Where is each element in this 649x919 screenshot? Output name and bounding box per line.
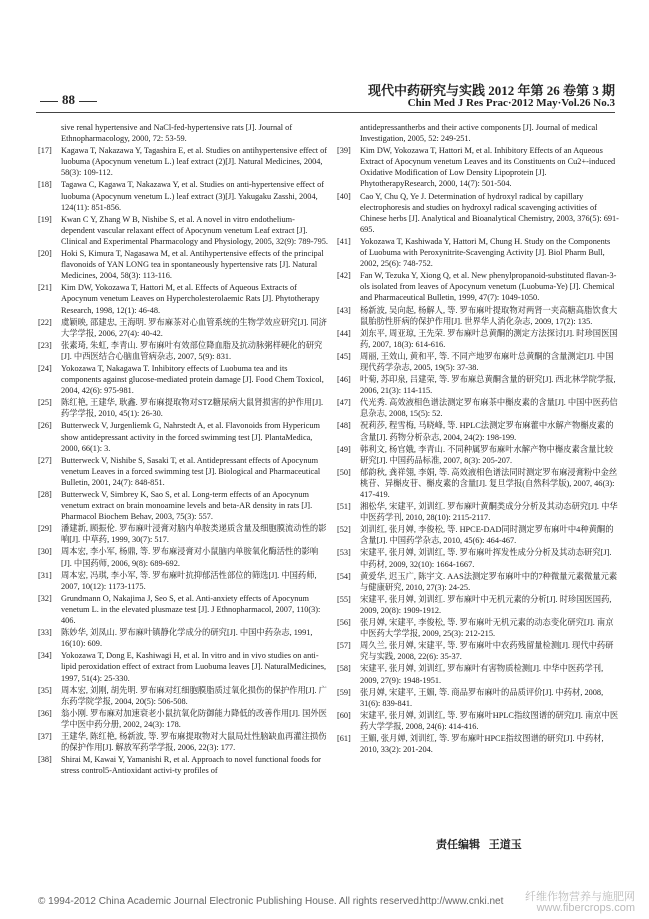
reference-item bbox=[337, 594, 619, 616]
reference-text: Grundmann O, Nakajima J, Seo S, et al. Anti-anxiety effects of Apocynum venetum L. in the elevated plusmaze test [J]. J Ethnopharmacol, 2007, 110(3): 406. bbox=[61, 593, 321, 626]
reference-text: 陈红艳, 王建华, 耿鑫. 罗布麻提取物对STZ糖尿病大鼠肾损害的护作用[J]. 药学学报, 2010, 45(1): 26-30. bbox=[61, 398, 324, 419]
reference-text: Shirai M, Kawai Y, Yamanishi R, et al. Approach to novel functional foods for stress control5-Antioxidant activi-ty profiles of bbox=[61, 755, 321, 776]
reference-number: [47] bbox=[337, 398, 351, 408]
reference-number: [27] bbox=[38, 455, 52, 465]
reference-number: [31] bbox=[38, 570, 52, 580]
journal-title-en: Chin Med J Res Prac·2012 May·Vol.26 No.3 bbox=[407, 97, 615, 109]
reference-item bbox=[337, 374, 619, 396]
reference-item bbox=[337, 640, 619, 662]
reference-number: [20] bbox=[38, 249, 52, 259]
reference-item bbox=[38, 627, 328, 649]
reference-text: 王建华, 陈红艳, 杨新波, 等. 罗布麻提取物对大鼠局灶性脑缺血再灌注损伤的保护作用[J]. 解放军药学学报, 2006, 22(3): 177. bbox=[61, 731, 327, 753]
reference-item bbox=[38, 397, 328, 419]
reference-number: [36] bbox=[38, 708, 52, 718]
reference-number: [51] bbox=[337, 502, 351, 512]
reference-number: [56] bbox=[337, 618, 351, 628]
reference-number: [33] bbox=[38, 628, 52, 638]
header-rule bbox=[36, 112, 615, 113]
reference-item bbox=[337, 270, 619, 303]
reference-number: [24] bbox=[38, 363, 52, 373]
watermark bbox=[525, 892, 635, 914]
reference-item bbox=[38, 754, 328, 776]
reference-number: [53] bbox=[337, 548, 351, 558]
reference-number: [48] bbox=[337, 421, 351, 431]
watermark-url: www.fibercrops.com bbox=[536, 902, 635, 914]
reference-number: [50] bbox=[337, 467, 351, 477]
reference-item bbox=[337, 524, 619, 546]
reference-item bbox=[38, 363, 328, 396]
reference-item bbox=[337, 733, 619, 755]
reference-number: [28] bbox=[38, 490, 52, 499]
reference-number: [58] bbox=[337, 664, 351, 674]
reference-item bbox=[38, 122, 328, 144]
reference-text: 湘松华, 宋建平, 刘训红. 罗布麻叶黄酮类成分分析及其动态研究[J]. 中华中医药学刊, 2010, 28(10): 2115-2117. bbox=[360, 502, 618, 523]
reference-item bbox=[337, 444, 619, 466]
reference-item bbox=[38, 420, 328, 453]
cnki-link[interactable]: http://www.cnki.net bbox=[420, 896, 504, 907]
reference-number: [60] bbox=[337, 710, 351, 720]
reference-text: Yokozawa T, Kashiwada Y, Hattori M, Chung H. Study on the Components of Luobuma with Peroxynitrite-Scavenging Activity [J]. Biol Pharm Bull, 2002, 25(6): 748-752. bbox=[360, 236, 611, 269]
reference-number: [34] bbox=[38, 651, 52, 661]
reference-item bbox=[38, 179, 328, 212]
reference-text: Butterweck V, Simbrey K, Sao S, et al. Long-term effects of an Apocynum venetum extract on brain monoamine levels and beta-AR density in rats [J]. Pharmacol Biochem Behav, 2003, 75(3): 557. bbox=[61, 490, 313, 522]
references-right-column bbox=[337, 122, 619, 756]
reference-number: [52] bbox=[337, 525, 351, 535]
reference-item bbox=[337, 145, 619, 189]
reference-item bbox=[38, 455, 328, 488]
reference-item bbox=[38, 731, 328, 753]
reference-item bbox=[38, 282, 328, 315]
editor-label: 责任编辑 bbox=[436, 839, 480, 851]
reference-item bbox=[38, 145, 328, 178]
reference-number: [17] bbox=[38, 146, 52, 156]
reference-item bbox=[38, 546, 328, 568]
reference-text: Yokozawa T, Nakagawa T. Inhibitory effects of Luobuma tea and its components against glucose-mediated protein damage [J]. Food Chem Toxicol, 2004, 42(6): 975-981. bbox=[61, 363, 324, 396]
reference-item bbox=[38, 248, 328, 281]
reference-number: [55] bbox=[337, 594, 351, 604]
reference-number: [25] bbox=[38, 398, 52, 408]
reference-text: Kwan C Y, Zhang W B, Nishibe S, et al. A novel in vitro endothelium-dependent vascular relaxant effect of Apocynum venetum Leaf extract [J]. Clinical and Experimental Pharmacology and Physiology, 2005, 32(9): 789-795. bbox=[61, 214, 328, 246]
reference-text: Yokozawa T, Dong E, Kashiwagi H, et al. In vitro and in vivo studies on anti-lipid peroxidation effect of extract from Luobuma leaves [J]. NaturalMedicines, 1997, 51(4): 25-330. bbox=[61, 651, 327, 683]
reference-text: Kagawa T, Nakazawa Y, Tagashira E, et al. Studies on antihypertensive effect of luobuma (Apocynum venetum L.) leaf extract (2)[J]. Natural Medicines, 2004, 58(3): 109-112. bbox=[61, 146, 328, 178]
reference-text: 张素琦, 朱虹, 李青山. 罗布麻叶有效部位降血脂及抗动脉粥样硬化的研究[J]. 中西医结合心脑血管病杂志, 2007, 5(9): 831. bbox=[61, 340, 323, 361]
reference-number: [22] bbox=[38, 317, 52, 327]
reference-text: 虞颖映, 邵建忠, 王海明. 罗布麻茶对心血管系统的生物学效应研究[J]. 同济大学学报, 2006, 27(4): 40-42. bbox=[61, 317, 327, 338]
reference-text: 周本宏, 李小军, 杨鼎, 等. 罗布麻浸膏对小鼠脑内单胺氧化酶活性的影响[J]. 中国药师, 2006, 9(8): 689-692. bbox=[61, 547, 319, 568]
reference-text: 宋建平, 张月婵, 刘训红. 罗布麻叶中无机元素的分析[J]. 时珍国医国药, 2009, 20(8): 1909-1912. bbox=[360, 594, 612, 615]
reference-text: sive renal hypertensive and NaCl-fed-hypertensive rats [J]. Journal of Ethnopharmacology, 2000, 72: 53-59. bbox=[61, 123, 293, 144]
reference-text: Fan W, Tezuka Y, Xiong Q, et al. New phenylpropanoid-substituted flavan-3-ols isolated from leaves of Apocynum venetum (Luobuma-Ye) [J]. Chemical and Pharmaceutical Bulletin, 1999, 47(7): 1049-1050. bbox=[360, 271, 617, 303]
reference-item bbox=[337, 663, 619, 685]
reference-text: 韩利文, 杨官娥, 李青山. 不同种属罗布麻叶水解产物中槲皮素含量比较研究[J]. 中国药品标准, 2007, 8(3): 205-207. bbox=[360, 444, 614, 465]
reference-text: 周久兰, 张月婵, 宋建平, 等. 罗布麻叶中农药残留量检测[J]. 现代中药研究与实践, 2008, 22(6): 35-37. bbox=[360, 641, 614, 662]
reference-text: 张月婵, 宋建平, 王媚, 等. 商品罗布麻叶的品质评价[J]. 中药材, 2008, 31(6): 839-841. bbox=[360, 687, 604, 708]
reference-text: Tagawa C, Kagawa T, Nakazawa Y, et al. Studies on anti-hypertensive effect of luobuma (Apocynum venetum L.) leaf extract (3)[J]. Yakugaku Zasshi, 2004, 124(11): 851-856. bbox=[61, 180, 324, 212]
reference-text: 潘建新, 顾振伦. 罗布麻叶浸膏对脑内单胺类递质含量及细胞膜流动性的影响[J]. 中草药, 1999, 30(7): 517. bbox=[61, 524, 327, 545]
reference-text: Kim DW, Yokozawa T, Hattori M, et al. Effects of Aqueous Extracts of Apocynum venetum Leaves on Hypercholesterolaemic Rats [J]. Phytotherapy Research, 1998, 12(1): 46-48. bbox=[61, 283, 320, 315]
reference-number: [32] bbox=[38, 593, 52, 603]
reference-item bbox=[38, 340, 328, 362]
reference-item bbox=[337, 351, 619, 373]
reference-number bbox=[337, 122, 360, 144]
reference-item bbox=[38, 570, 328, 592]
reference-text: Hoki S, Kimura T, Nagasawa M, et al. Antihypertensive effects of the principal flavonoids of YAN LONG tea in spontaneously hypertensive rats [J]. Natural Medicines, 2004, 58(3): 113-116. bbox=[61, 249, 324, 281]
reference-text: Cao Y, Chu Q, Ye J. Determination of hydroxyl radical by capillary electrophoresis and studies on hydroxyl radical scavenging activities of Chinese herbs [J]. Analytical and Bioanalytical Chemistry, 2003, 376(5): 691-695. bbox=[360, 191, 619, 234]
reference-item bbox=[337, 467, 619, 500]
reference-number bbox=[38, 122, 61, 144]
reference-text: Butterweck V, Nishibe S, Sasaki T, et al. Antidepressant effects of Apocynum venetum Leaves in a forced swimming test [J]. Biological and Pharmaceutical Bulletin, 2001, 24(7): 848-851. bbox=[61, 455, 321, 487]
reference-number: [49] bbox=[337, 444, 351, 454]
reference-item bbox=[38, 214, 328, 247]
reference-item bbox=[337, 122, 619, 144]
reference-number: [42] bbox=[337, 271, 351, 281]
reference-item bbox=[337, 571, 619, 593]
reference-text: 宋建平, 张月婵, 刘训红, 罗布麻叶有害物质检测[J]. 中华中医药学刊, 2009, 27(9): 1948-1951. bbox=[360, 664, 604, 685]
reference-item bbox=[337, 710, 619, 732]
reference-number: [38] bbox=[38, 755, 52, 765]
reference-text: 周本宏, 冯琪, 李小军, 等. 罗布麻叶抗抑郁活性部位的筛选[J]. 中国药师, 2007, 10(12): 1173-1175. bbox=[61, 570, 317, 591]
reference-item bbox=[337, 420, 619, 442]
reference-number: [41] bbox=[337, 236, 351, 246]
reference-text: 周本宏, 刘刚, 胡先明. 罗布麻对红细胞膜脂质过氧化损伤的保护作用[J]. 广东药学院学报, 2004, 20(5): 506-508. bbox=[61, 685, 327, 706]
reference-item bbox=[337, 328, 619, 350]
reference-number: [18] bbox=[38, 180, 52, 190]
journal-title-cn: 现代中药研究与实践 2012 年第 26 卷第 3 期 bbox=[367, 83, 615, 98]
reference-text: 刘训红, 张月婵, 李俊松, 等. HPCE-DAD同时测定罗布麻叶中4种黄酮的含量[J]. 中国药学杂志, 2010, 45(6): 464-467. bbox=[360, 525, 614, 546]
reference-number: [59] bbox=[337, 687, 351, 697]
reference-text: 郁韵秋, 龚祥翎, 李娟, 等. 高效液相色谱法同时测定罗布麻浸膏粉中金丝桃苷、异槲皮苷、槲皮素的含量[J]. 复旦学报(自然科学版), 2007, 46(3): 417-419. bbox=[360, 467, 618, 499]
reference-number: [37] bbox=[38, 731, 52, 741]
reference-item bbox=[337, 397, 619, 419]
reference-number: [57] bbox=[337, 641, 351, 651]
reference-item bbox=[337, 191, 619, 235]
reference-number: [39] bbox=[337, 146, 351, 156]
reference-number: [29] bbox=[38, 524, 52, 534]
reference-number: [23] bbox=[38, 340, 52, 350]
reference-item bbox=[38, 708, 328, 730]
responsible-editor bbox=[430, 836, 522, 852]
watermark-cn: 纤维作物营养与施肥网 bbox=[525, 891, 635, 903]
reference-text: 周丽, 王效山, 黄和平, 等. 不同产地罗布麻叶总黄酮的含量测定[J]. 中国现代药学杂志, 2005, 19(5): 37-38. bbox=[360, 351, 614, 372]
reference-text: 杨新波, 吴向起, 杨解人, 等. 罗布麻叶提取物对两肾一夹高糖高脂饮食大鼠胎肪性肝病的保护作用[J]. 世界华人消化杂志, 2009, 17(2): 135. bbox=[360, 305, 618, 326]
reference-item bbox=[38, 685, 328, 707]
reference-text: Butterweck V, Jurgenliemk G, Nahrstedt A, et al. Flavonoids from Hypericum show antidepressant activity in the forced swimming test [J]. PlantaMedica, 2000, 66(1): 3. bbox=[61, 421, 321, 453]
reference-text: 宋建平, 张月婵, 刘训红, 等. 罗布麻叶HPLC指纹图谱的研究[J]. 南京中医药大学学报, 2008, 24(6): 414-416. bbox=[360, 710, 619, 731]
reference-item bbox=[337, 547, 619, 569]
reference-text: 黄爱华, 迟玉广, 陈宇文. AAS法测定罗布麻叶中的7种微量元素微量元素与健康研究, 2010, 27(3): 24-25. bbox=[360, 571, 618, 592]
references-left-column bbox=[38, 122, 328, 777]
reference-item bbox=[38, 489, 328, 522]
reference-number: [40] bbox=[337, 191, 351, 201]
editor-name: 王道玉 bbox=[488, 839, 522, 851]
reference-number: [44] bbox=[337, 328, 351, 338]
reference-item bbox=[337, 617, 619, 639]
reference-item bbox=[38, 523, 328, 545]
reference-item bbox=[38, 650, 328, 683]
reference-item bbox=[337, 501, 619, 523]
reference-text: 祝莉莎, 程雪梅, 马晓峰, 等. HPLC法测定罗布麻藿中水解产物槲皮素的含量[J]. 药物分析杂志, 2004, 24(2): 198-199. bbox=[360, 421, 614, 442]
reference-number: [45] bbox=[337, 351, 351, 361]
reference-text: 陈妙华, 刘凤山. 罗布麻叶镇静化学成分的研究[J]. 中国中药杂志, 1991, 16(10): 609. bbox=[61, 628, 313, 649]
reference-text: 王媚, 张月婵, 刘训红, 等. 罗布麻叶HPCE指纹图谱的研究[J]. 中药材, 2010, 33(2): 201-204. bbox=[360, 733, 604, 755]
reference-number: [30] bbox=[38, 547, 52, 557]
copyright-notice: © 1994-2012 China Academic Journal Electronic Publishing House. All rights reserved. bbox=[38, 896, 422, 907]
reference-item bbox=[337, 305, 619, 327]
reference-number: [43] bbox=[337, 305, 351, 315]
reference-text: 张月婵, 宋建平, 李俊松, 等. 罗布麻叶无机元素的动态变化研究[J]. 南京中医药大学学报, 2009, 25(3): 212-215. bbox=[360, 618, 614, 639]
reference-item bbox=[38, 317, 328, 339]
reference-number: [61] bbox=[337, 733, 351, 743]
reference-item bbox=[38, 593, 328, 626]
reference-number: [54] bbox=[337, 571, 351, 581]
reference-number: [19] bbox=[38, 214, 52, 224]
page-number: 88 bbox=[36, 92, 101, 108]
reference-number: [21] bbox=[38, 283, 52, 293]
reference-text: 翁小刚. 罗布麻对加速衰老小鼠抗氧化防御能力降低的改善作用[J]. 国外医学中医中药分册, 2002, 24(3): 178. bbox=[61, 708, 327, 729]
reference-text: 宋建平, 张月婵, 刘训红, 等. 罗布麻叶挥发性成分分析及其动态研究[J]. 中药材, 2009, 32(10): 1664-1667. bbox=[360, 548, 612, 569]
reference-text: 叶菊, 苏印泉, 吕建荣, 等. 罗布麻总黄酮含量的研究[J]. 西北林学院学报, 2006, 21(3): 114-115. bbox=[360, 375, 616, 396]
reference-number: [35] bbox=[38, 685, 52, 695]
reference-item bbox=[337, 236, 619, 269]
reference-item bbox=[337, 687, 619, 709]
reference-text: Kim DW, Yokozawa T, Hattori M, et al. Inhibitory Effects of an Aqueous Extract of Apocynum venetum Leaves and its Constituents on Cu2+-induced Oxidative Modification of Low Density Lipoprotein [J]. PhytotherapyResearch, 2000, 14(7): 501-504. bbox=[360, 146, 616, 189]
reference-text: 刘东平, 周亚琼, 王先荣. 罗布麻叶总黄酮的测定方法探讨[J]. 时珍国医国药, 2007, 18(3): 614-616. bbox=[360, 328, 618, 349]
reference-text: 代光秀. 高效液相色谱法测定罗布麻茶中槲皮素的含量[J]. 中国中医药信息杂志, 2008, 15(5): 52. bbox=[360, 398, 618, 419]
reference-number: [26] bbox=[38, 421, 52, 431]
reference-number: [46] bbox=[337, 375, 351, 385]
reference-text: antidepressantherbs and their active components [J]. Journal of medical Investigation, 2005, 52: 249-251. bbox=[360, 123, 598, 144]
page-header bbox=[0, 0, 649, 118]
